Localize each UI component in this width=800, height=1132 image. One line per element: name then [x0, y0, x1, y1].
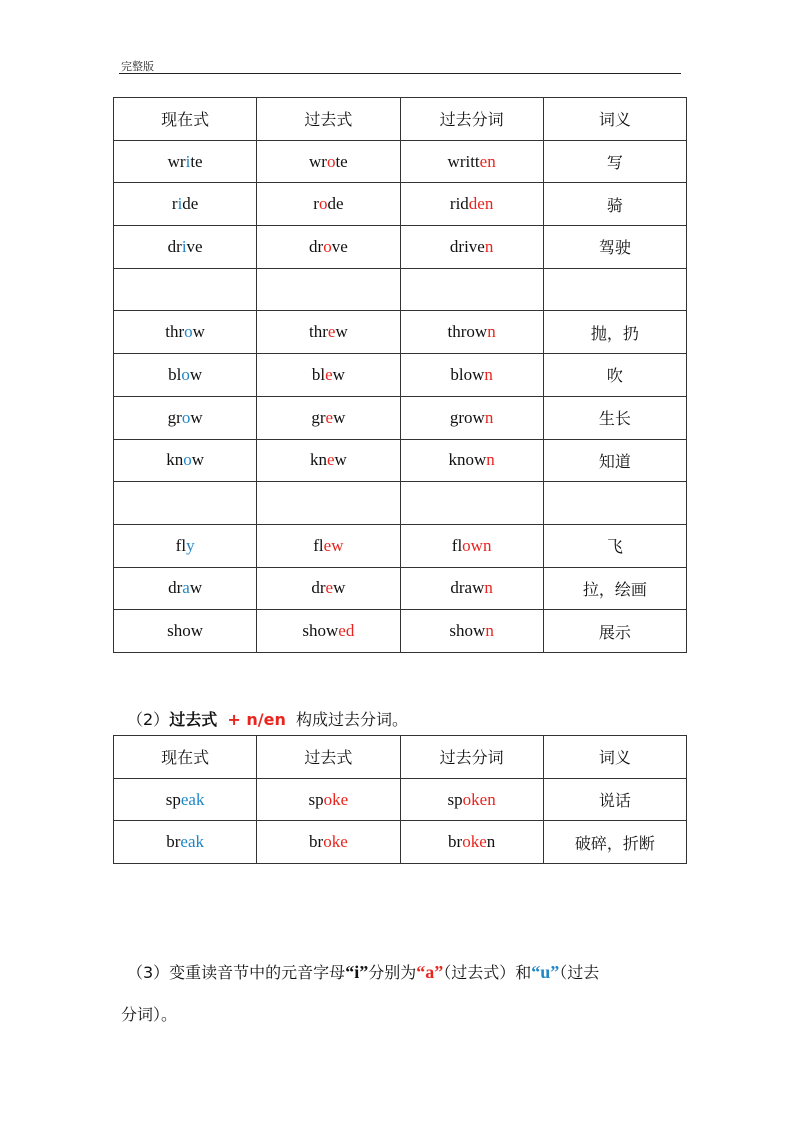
verb-form-cell	[114, 778, 257, 821]
meaning-cell: 展示	[543, 610, 686, 653]
table-row	[114, 396, 687, 439]
paragraph-3-letter-a: “a”	[416, 962, 444, 982]
verb-segment: w	[335, 322, 348, 342]
meaning-cell: 抛，扔	[543, 311, 686, 354]
verb-form-cell	[114, 140, 257, 183]
verb-form-cell	[400, 140, 543, 183]
verb-form-cell	[114, 311, 257, 354]
verb-segment: thr	[165, 322, 185, 342]
verb-form-cell	[114, 567, 257, 610]
verb-segment: y	[186, 535, 195, 555]
verb-form-cell	[114, 610, 257, 653]
verb-form-cell	[257, 524, 400, 567]
verb-segment: kn	[309, 450, 327, 470]
column-header: 现在式	[114, 736, 257, 779]
verb-form-cell	[114, 482, 257, 525]
paragraph-2-rest: 构成过去分词。	[296, 710, 409, 729]
verb-segment: o	[183, 450, 192, 470]
meaning-cell: 骑	[543, 183, 686, 226]
verb-segment: oken	[462, 789, 496, 809]
verb-segment: w	[191, 450, 205, 470]
verb-segment: ve	[186, 236, 203, 256]
header-label: 完整版	[121, 60, 154, 73]
verb-form-cell	[257, 396, 400, 439]
verb-segment: i	[181, 236, 187, 256]
verb-segment: eak	[180, 832, 204, 852]
verb-segment: de	[182, 194, 199, 214]
verb-segment: r	[313, 194, 319, 214]
verb-segment: den	[468, 194, 494, 214]
verb-segment: n	[484, 364, 493, 384]
verb-segment: ve	[331, 236, 348, 256]
verb-segment: dr	[311, 578, 326, 598]
verb-form-cell	[400, 183, 543, 226]
verb-form-cell	[257, 821, 400, 864]
verb-segment: n	[486, 450, 495, 470]
paragraph-2-number: （2）	[127, 710, 170, 729]
verb-segment: fl	[313, 535, 324, 555]
table-row	[114, 140, 687, 183]
column-header: 现在式	[114, 98, 257, 141]
verb-segment: br	[448, 832, 463, 852]
verb-segment: sp	[165, 789, 181, 809]
column-header: 过去分词	[400, 736, 543, 779]
verb-segment: dr	[309, 236, 324, 256]
verb-segment: oke	[323, 789, 349, 809]
table-row	[114, 311, 687, 354]
verb-form-cell	[257, 567, 400, 610]
header-row	[114, 98, 687, 141]
paragraph-2-bold: 过去式	[169, 710, 218, 729]
verb-segment: w	[333, 578, 346, 598]
column-header: 词义	[543, 98, 686, 141]
verb-form-cell	[257, 482, 400, 525]
table-row	[114, 567, 687, 610]
verb-segment: n	[484, 236, 494, 256]
verb-segment: r	[171, 194, 178, 214]
verb-form-cell	[114, 354, 257, 397]
verb-segment: fl	[175, 535, 187, 555]
verb-segment: sp	[447, 789, 463, 809]
verb-form-cell	[114, 821, 257, 864]
verb-segment: oke	[462, 832, 487, 852]
verb-segment: e	[325, 364, 333, 384]
verb-segment: draw	[450, 578, 485, 598]
paragraph-3-text-1: （3）变重读音节中的元音字母	[127, 963, 346, 982]
verb-segment: te	[335, 151, 348, 171]
verb-segment: kn	[166, 450, 184, 470]
verb-segment: e	[327, 322, 336, 342]
column-header: 过去式	[257, 736, 400, 779]
verb-segment: sp	[308, 789, 324, 809]
verb-segment: br	[166, 832, 181, 852]
verb-segment: oke	[323, 832, 348, 852]
paragraph-3-text-2: 分别为	[368, 963, 417, 982]
verb-segment: w	[189, 364, 203, 384]
verb-form-cell	[257, 778, 400, 821]
meaning-cell: 破碎，折断	[543, 821, 686, 864]
verb-segment: n	[485, 621, 494, 641]
verb-form-cell	[257, 439, 400, 482]
meaning-cell	[543, 482, 686, 525]
paragraph-2	[127, 707, 408, 730]
verb-form-cell	[114, 396, 257, 439]
verb-form-cell	[114, 183, 257, 226]
paragraph-3-text-4: （过去	[559, 963, 600, 982]
column-header: 过去式	[257, 98, 400, 141]
verb-form-cell	[400, 268, 543, 311]
verb-segment: i	[177, 194, 183, 214]
verb-segment: n	[487, 322, 496, 342]
verb-form-cell	[257, 268, 400, 311]
verb-form-cell	[400, 482, 543, 525]
verb-segment: a	[182, 578, 190, 598]
verb-form-cell	[257, 354, 400, 397]
verb-segment: e	[325, 578, 334, 598]
verb-segment: know	[448, 450, 487, 470]
verb-segment: o	[181, 364, 190, 384]
verb-segment: de	[327, 194, 344, 214]
meaning-cell: 写	[543, 140, 686, 183]
header-rule	[119, 73, 681, 74]
verb-form-cell	[400, 396, 543, 439]
meaning-cell: 说话	[543, 778, 686, 821]
verb-segment: show	[302, 621, 339, 641]
meaning-cell: 吹	[543, 354, 686, 397]
verb-segment: n	[484, 407, 494, 427]
verb-segment: bl	[311, 364, 326, 384]
verb-segment: wr	[309, 151, 327, 171]
verb-form-cell	[400, 439, 543, 482]
verb-form-cell	[114, 524, 257, 567]
verb-segment: ew	[323, 535, 344, 555]
verb-segment: throw	[447, 322, 488, 342]
column-header: 词义	[543, 736, 686, 779]
table-row	[114, 439, 687, 482]
verb-form-cell	[257, 140, 400, 183]
verb-segment: gr	[167, 407, 182, 427]
verb-form-cell	[257, 610, 400, 653]
verb-segment: w	[190, 407, 203, 427]
verb-form-cell	[400, 821, 543, 864]
verb-segment: n	[486, 832, 496, 852]
verb-segment: own	[462, 535, 492, 555]
table-row	[114, 226, 687, 269]
table-row	[114, 482, 687, 525]
verb-segment: o	[318, 194, 328, 214]
verb-table-2	[113, 735, 687, 864]
verb-form-cell	[400, 778, 543, 821]
paragraph-3-text-3: （过去式）和	[443, 963, 532, 982]
table-row	[114, 183, 687, 226]
verb-segment: dr	[167, 236, 182, 256]
verb-segment: o	[181, 407, 191, 427]
verb-form-cell	[114, 439, 257, 482]
verb-form-cell	[257, 183, 400, 226]
table-row	[114, 610, 687, 653]
verb-form-cell	[114, 226, 257, 269]
verb-segment: e	[326, 450, 335, 470]
paragraph-3-line-1	[127, 960, 599, 983]
verb-form-cell	[400, 226, 543, 269]
verb-segment: rid	[449, 194, 469, 214]
verb-segment: en	[479, 151, 496, 171]
meaning-cell: 生长	[543, 396, 686, 439]
verb-segment: w	[334, 450, 347, 470]
verb-form-cell	[400, 610, 543, 653]
verb-segment: dr	[168, 578, 183, 598]
verb-segment: writt	[447, 151, 480, 171]
verb-form-cell	[400, 354, 543, 397]
table-row	[114, 524, 687, 567]
verb-segment: w	[189, 578, 203, 598]
meaning-cell: 飞	[543, 524, 686, 567]
verb-segment: fl	[451, 535, 463, 555]
verb-form-cell	[257, 311, 400, 354]
verb-form-cell	[114, 268, 257, 311]
verb-form-cell	[400, 311, 543, 354]
verb-segment: br	[309, 832, 324, 852]
verb-segment: show	[167, 621, 204, 641]
verb-segment: n	[484, 578, 493, 598]
verb-segment: eak	[180, 789, 205, 809]
meaning-cell: 知道	[543, 439, 686, 482]
table-row	[114, 778, 687, 821]
verb-segment: o	[184, 322, 193, 342]
paragraph-3-letter-i: “i”	[345, 962, 369, 982]
table-row	[114, 354, 687, 397]
meaning-cell: 驾驶	[543, 226, 686, 269]
paragraph-3-letter-u: “u”	[531, 962, 560, 982]
verb-segment: blow	[450, 364, 485, 384]
meaning-cell	[543, 268, 686, 311]
verb-segment: grow	[449, 407, 485, 427]
verb-segment: i	[185, 151, 191, 171]
paragraph-3-line-2: 分词）。	[121, 1005, 178, 1024]
verb-segment: show	[449, 621, 486, 641]
verb-segment: te	[190, 151, 203, 171]
verb-segment: o	[326, 151, 336, 171]
verb-segment: w	[332, 364, 345, 384]
column-header: 过去分词	[400, 98, 543, 141]
verb-form-cell	[400, 567, 543, 610]
meaning-cell: 拉，绘画	[543, 567, 686, 610]
verb-segment: gr	[311, 407, 326, 427]
verb-form-cell	[257, 226, 400, 269]
verb-segment: drive	[449, 236, 485, 256]
header-row	[114, 736, 687, 779]
verb-segment: thr	[309, 322, 328, 342]
table-row	[114, 821, 687, 864]
paragraph-2-rule: + n/en	[227, 710, 286, 729]
verb-segment: e	[325, 407, 334, 427]
verb-segment: ed	[338, 621, 355, 641]
verb-segment: w	[333, 407, 346, 427]
verb-table-1	[113, 97, 687, 653]
table-row	[114, 268, 687, 311]
verb-segment: bl	[168, 364, 182, 384]
verb-segment: o	[323, 236, 332, 256]
verb-segment: w	[192, 322, 205, 342]
verb-segment: wr	[167, 151, 186, 171]
verb-form-cell	[400, 524, 543, 567]
